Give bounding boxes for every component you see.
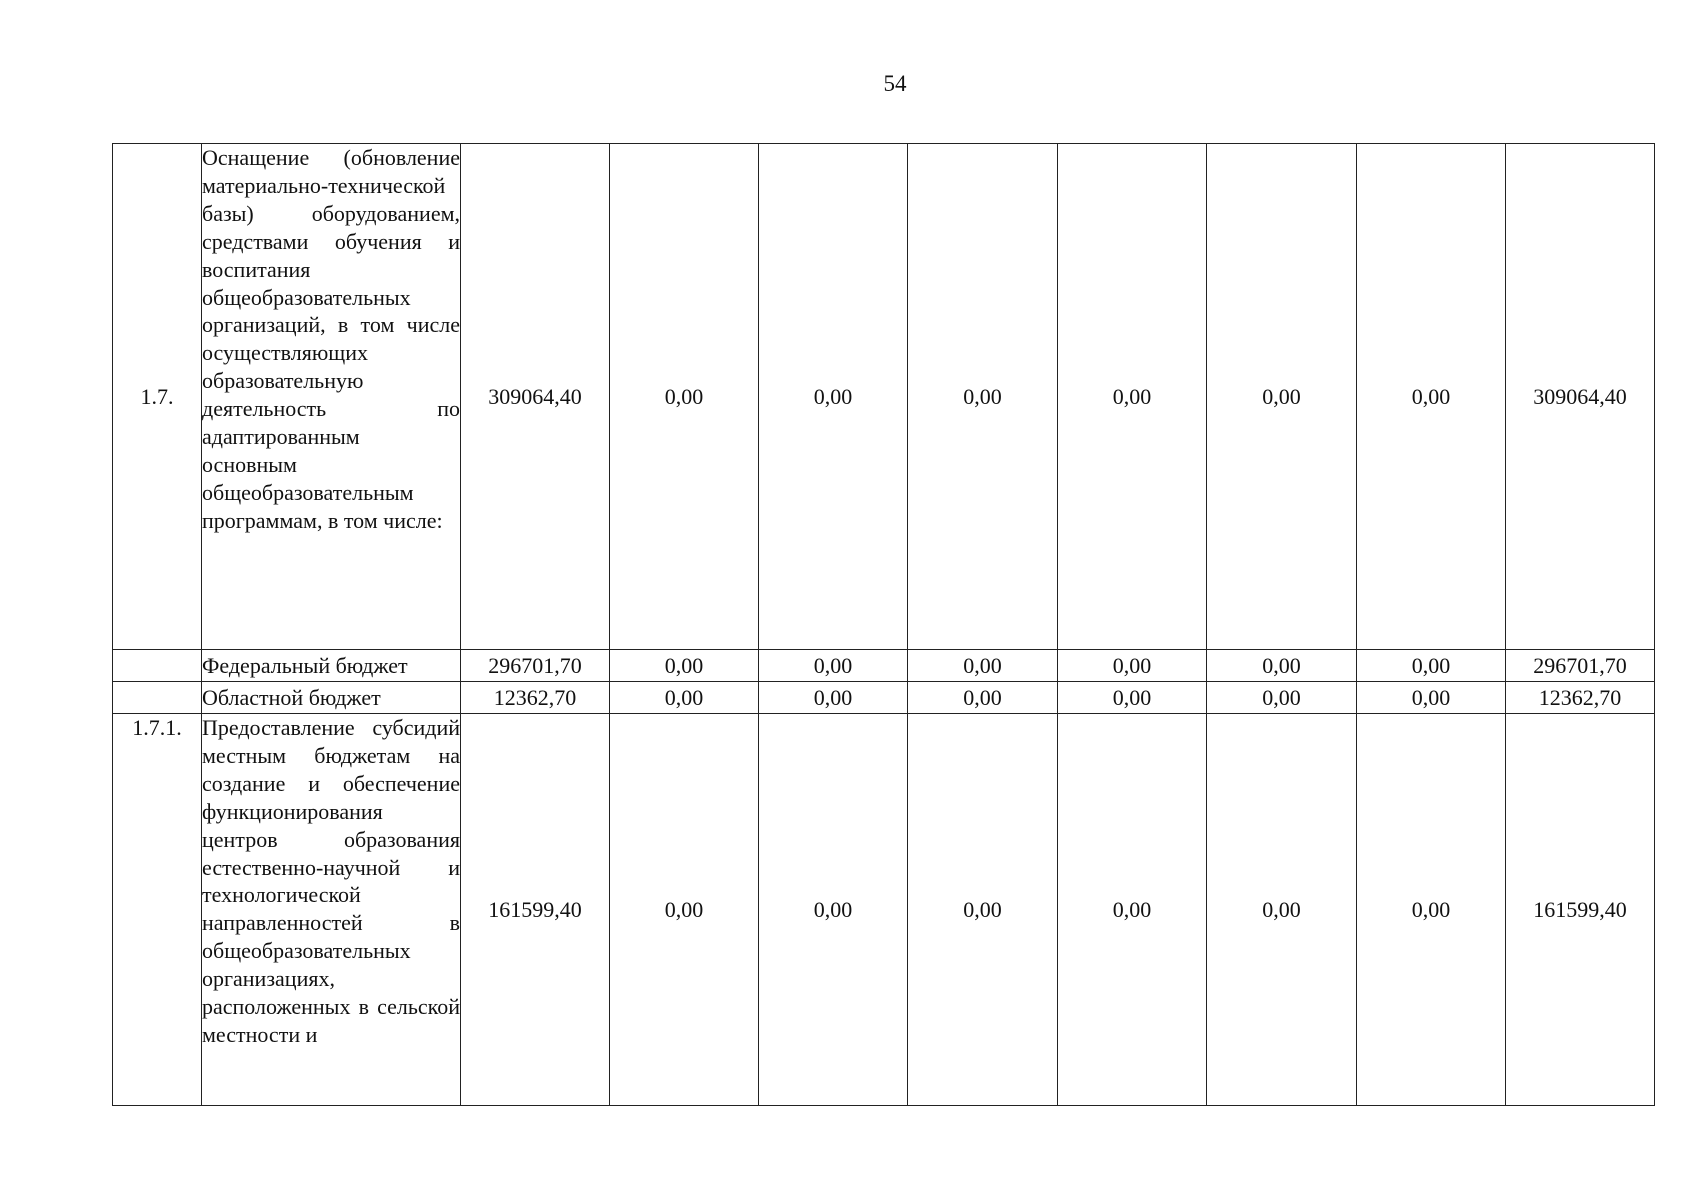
row-description: Областной бюджет	[202, 682, 461, 714]
table-row	[113, 682, 1655, 714]
value-cell: 0,00	[610, 144, 759, 650]
value-cell: 0,00	[1058, 682, 1207, 714]
value-cell: 309064,40	[1506, 144, 1655, 650]
table-row	[113, 144, 1655, 650]
row-description: Федеральный бюджет	[202, 650, 461, 682]
value-cell: 12362,70	[1506, 682, 1655, 714]
table-row	[113, 714, 1655, 1106]
value-cell: 0,00	[1058, 144, 1207, 650]
value-cell: 0,00	[1207, 144, 1357, 650]
value-cell: 0,00	[610, 682, 759, 714]
value-cell: 0,00	[1357, 650, 1506, 682]
value-cell: 0,00	[1207, 650, 1357, 682]
value-cell: 0,00	[610, 714, 759, 1106]
value-cell: 0,00	[908, 650, 1058, 682]
row-description: Оснащение (обновление материально-технической базы) оборудованием, средствами обучения и воспитания общеобразовательных организаций, в том числе осуществляющих образовательную деятельность по адаптированным основным общеобразовательным программам, в том числе:	[202, 144, 461, 650]
value-cell: 0,00	[1207, 682, 1357, 714]
row-description: Предоставление субсидий местным бюджетам на создание и обеспечение функционирования центров образования естественно-научной и технологической направленностей в общеобразовательных организациях, расположенных в сельской местности и	[202, 714, 461, 1106]
value-cell: 296701,70	[1506, 650, 1655, 682]
page-number: 54	[883, 71, 907, 96]
value-cell: 0,00	[1058, 650, 1207, 682]
value-cell: 0,00	[908, 714, 1058, 1106]
value-cell: 0,00	[1357, 144, 1506, 650]
value-cell: 0,00	[1357, 682, 1506, 714]
value-cell: 0,00	[610, 650, 759, 682]
row-number: 1.7.1.	[113, 714, 202, 1106]
value-cell: 0,00	[759, 144, 908, 650]
value-cell: 0,00	[1207, 714, 1357, 1106]
value-cell: 12362,70	[461, 682, 610, 714]
row-number: 1.7.	[113, 144, 202, 650]
value-cell: 161599,40	[1506, 714, 1655, 1106]
value-cell: 0,00	[908, 682, 1058, 714]
value-cell: 0,00	[759, 650, 908, 682]
value-cell: 309064,40	[461, 144, 610, 650]
row-number	[113, 650, 202, 682]
value-cell: 0,00	[759, 682, 908, 714]
row-number	[113, 682, 202, 714]
budget-table	[112, 143, 1655, 1106]
value-cell: 296701,70	[461, 650, 610, 682]
value-cell: 0,00	[1058, 714, 1207, 1106]
value-cell: 0,00	[759, 714, 908, 1106]
value-cell: 161599,40	[461, 714, 610, 1106]
table-row	[113, 650, 1655, 682]
value-cell: 0,00	[908, 144, 1058, 650]
value-cell: 0,00	[1357, 714, 1506, 1106]
